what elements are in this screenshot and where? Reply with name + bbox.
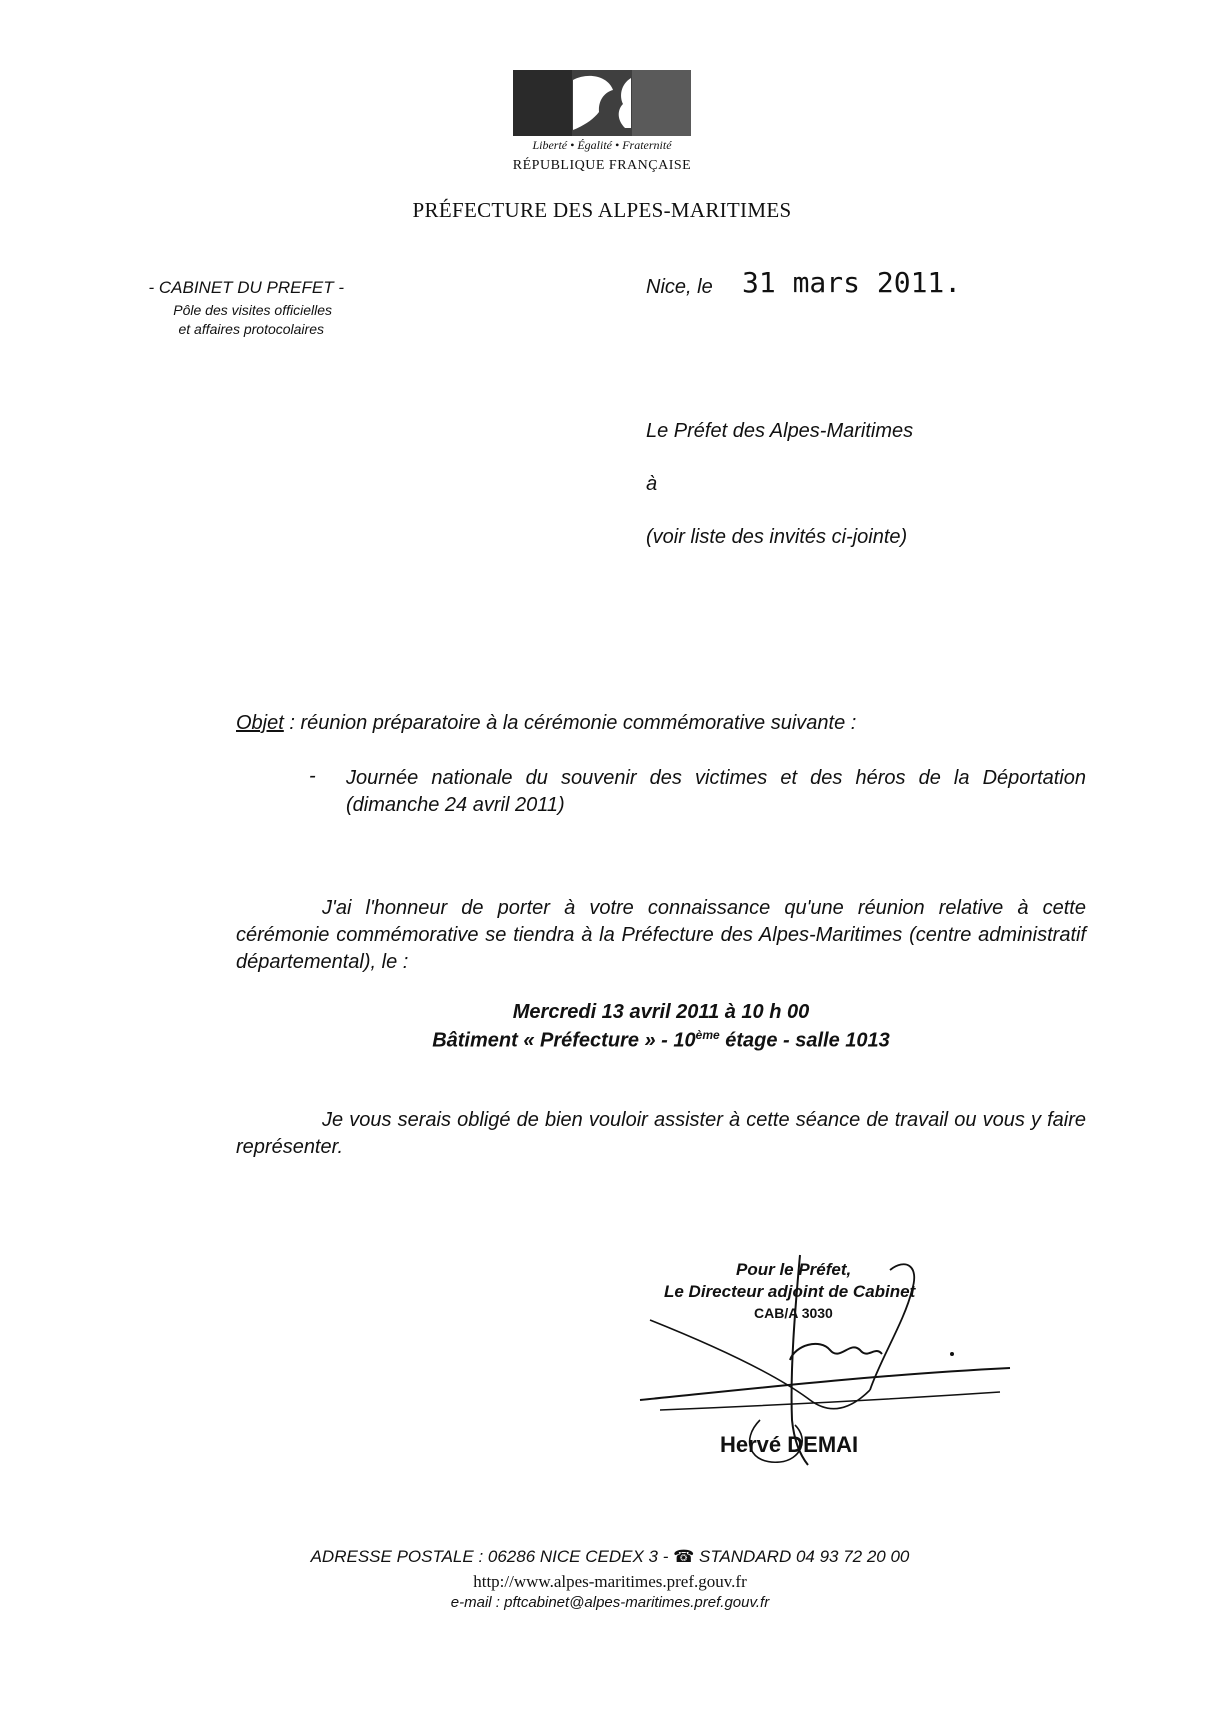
marianne-logo-graphic: [513, 70, 691, 136]
object-line: [236, 712, 856, 735]
body-paragraph-1: J'ai l'honneur de porter à votre connaissance qu'une réunion relative à cette cérémonie commémorative se tiendra à la Préfecture des Alpes-Maritimes (centre administratif départemental), le :: [236, 897, 1086, 973]
meeting-place-part1: Bâtiment « Préfecture » - 10: [432, 1029, 696, 1052]
republic-name: RÉPUBLIQUE FRANÇAISE: [512, 158, 692, 173]
footer-address: ADRESSE POSTALE : 06286 NICE CEDEX 3 - ☎ STANDARD 04 93 72 20 00: [310, 1547, 910, 1566]
handwritten-signature: [620, 1250, 1040, 1480]
object-label: Objet: [236, 712, 284, 734]
prefecture-title: PRÉFECTURE DES ALPES-MARITIMES: [412, 198, 792, 222]
date-label: Nice, le: [646, 276, 713, 298]
marianne-logo: [513, 70, 691, 136]
bullet-dash: -: [309, 765, 316, 787]
body-paragraph-2: Je vous serais obligé de bien vouloir assister à cette séance de travail ou vous y faire représenter.: [236, 1109, 1086, 1158]
signature-stamp-line3: CAB/A 3030: [754, 1305, 833, 1321]
footer-website: http://www.alpes-maritimes.pref.gouv.fr: [473, 1572, 747, 1591]
republic-motto: Liberté • Égalité • Fraternité: [532, 138, 672, 152]
signature-stamp-line1: Pour le Préfet,: [736, 1260, 852, 1279]
handwritten-date: 31 mars 2011.: [742, 266, 962, 299]
bullet-item: Journée nationale du souvenir des victimes et des héros de la Déportation (dimanche 24 avril 2011): [346, 767, 1086, 816]
sender: Le Préfet des Alpes-Maritimes: [646, 420, 914, 442]
meeting-place: [236, 1028, 1086, 1053]
meeting-place-sup: ème: [695, 1028, 720, 1042]
meeting-date: Mercredi 13 avril 2011 à 10 h 00: [512, 1001, 810, 1023]
signer-name: Hervé DEMAI: [720, 1432, 859, 1457]
recipients: (voir liste des invités ci-jointe): [646, 526, 908, 548]
service-name: - CABINET DU PREFET -: [148, 278, 344, 297]
meeting-place-part2: étage - salle 1013: [719, 1029, 890, 1052]
service-department-cont: et affaires protocolaires: [178, 321, 324, 337]
to-preposition: à: [646, 473, 658, 495]
footer-email: e-mail : pftcabinet@alpes-maritimes.pref.gouv.fr: [450, 1594, 770, 1611]
object-text: : réunion préparatoire à la cérémonie commémorative suivante :: [283, 712, 857, 734]
service-department: Pôle des visites officielles: [173, 302, 332, 318]
signature-stamp-line2: Le Directeur adjoint de Cabinet: [664, 1282, 916, 1301]
